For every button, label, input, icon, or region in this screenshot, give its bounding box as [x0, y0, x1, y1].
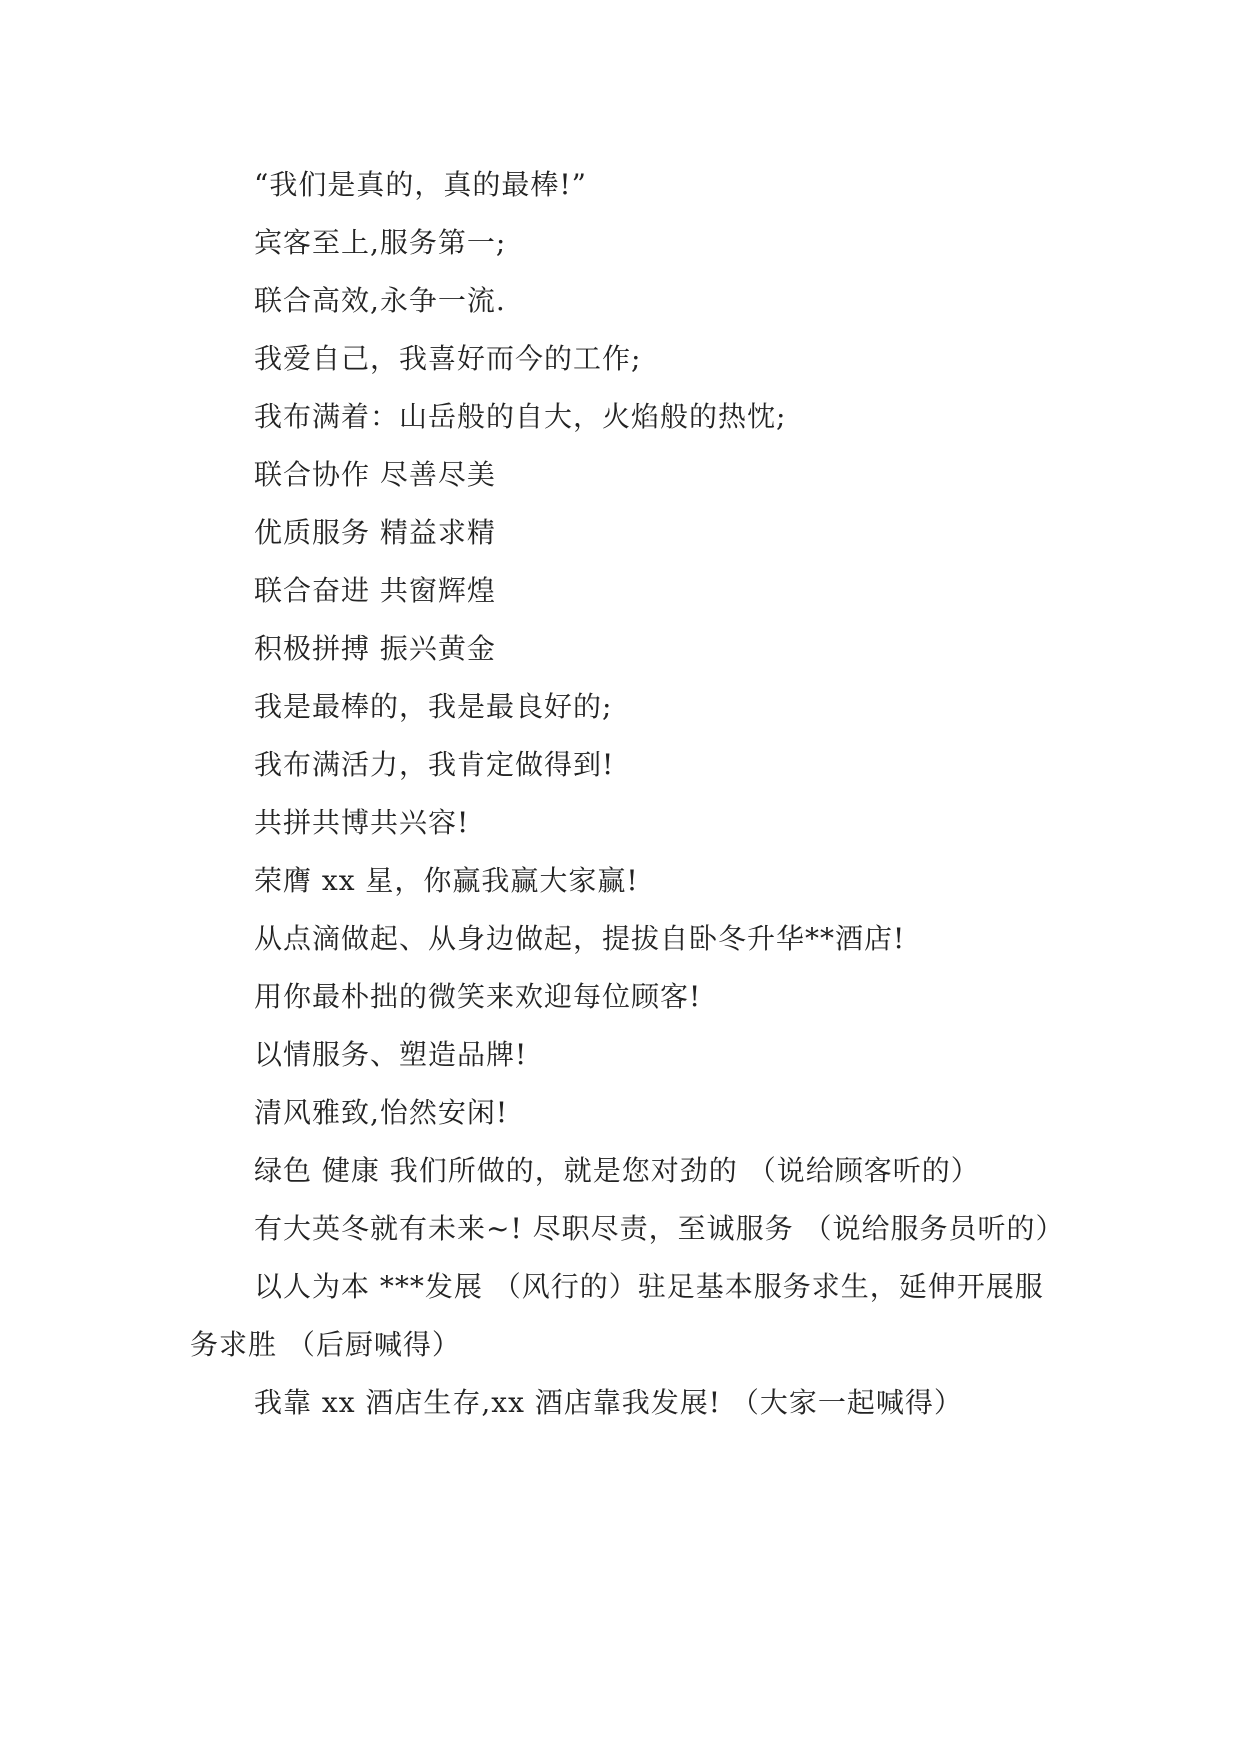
paragraph-4: 我爱自己，我喜好而今的工作;	[254, 342, 642, 375]
paragraph-11: 我布满活力，我肯定做得到!	[254, 748, 615, 781]
paragraph-5: 我布满着：山岳般的自大，火焰般的热忱;	[254, 400, 787, 433]
paragraph-14: 从点滴做起、从身边做起，提拔自卧冬升华**酒店!	[254, 922, 906, 955]
paragraph-6: 联合协作 尽善尽美	[254, 458, 496, 491]
paragraph-21: 我靠 xx 酒店生存,xx 酒店靠我发展! （大家一起喊得）	[254, 1386, 963, 1419]
paragraph-17: 清风雅致,怡然安闲!	[254, 1096, 509, 1129]
paragraph-7: 优质服务 精益求精	[254, 516, 496, 549]
paragraph-3: 联合高效,永争一流.	[254, 284, 506, 317]
paragraph-15: 用你最朴拙的微笑来欢迎每位顾客!	[254, 980, 702, 1013]
document-body	[190, 156, 1070, 1432]
paragraph-19: 有大英冬就有未来~! 尽职尽责，至诚服务 （说给服务员听的）	[254, 1212, 1065, 1245]
paragraph-10: 我是最棒的，我是最良好的;	[254, 690, 613, 723]
paragraph-12: 共拼共博共兴容!	[254, 806, 470, 839]
paragraph-13: 荣膺 xx 星，你赢我赢大家赢!	[254, 864, 639, 897]
paragraph-18: 绿色 健康 我们所做的，就是您对劲的 （说给顾客听的）	[254, 1154, 980, 1187]
paragraph-20: 以人为本 ***发展 （风行的）驻足基本服务求生，延伸开展服务求胜 （后厨喊得）	[190, 1270, 1044, 1361]
paragraph-9: 积极拼搏 振兴黄金	[254, 632, 496, 665]
paragraph-8: 联合奋进 共窗辉煌	[254, 574, 496, 607]
paragraph-16: 以情服务、塑造品牌!	[254, 1038, 528, 1071]
paragraph-2: 宾客至上,服务第一;	[254, 226, 507, 259]
paragraph-1: “我们是真的，真的最棒!”	[254, 168, 587, 201]
